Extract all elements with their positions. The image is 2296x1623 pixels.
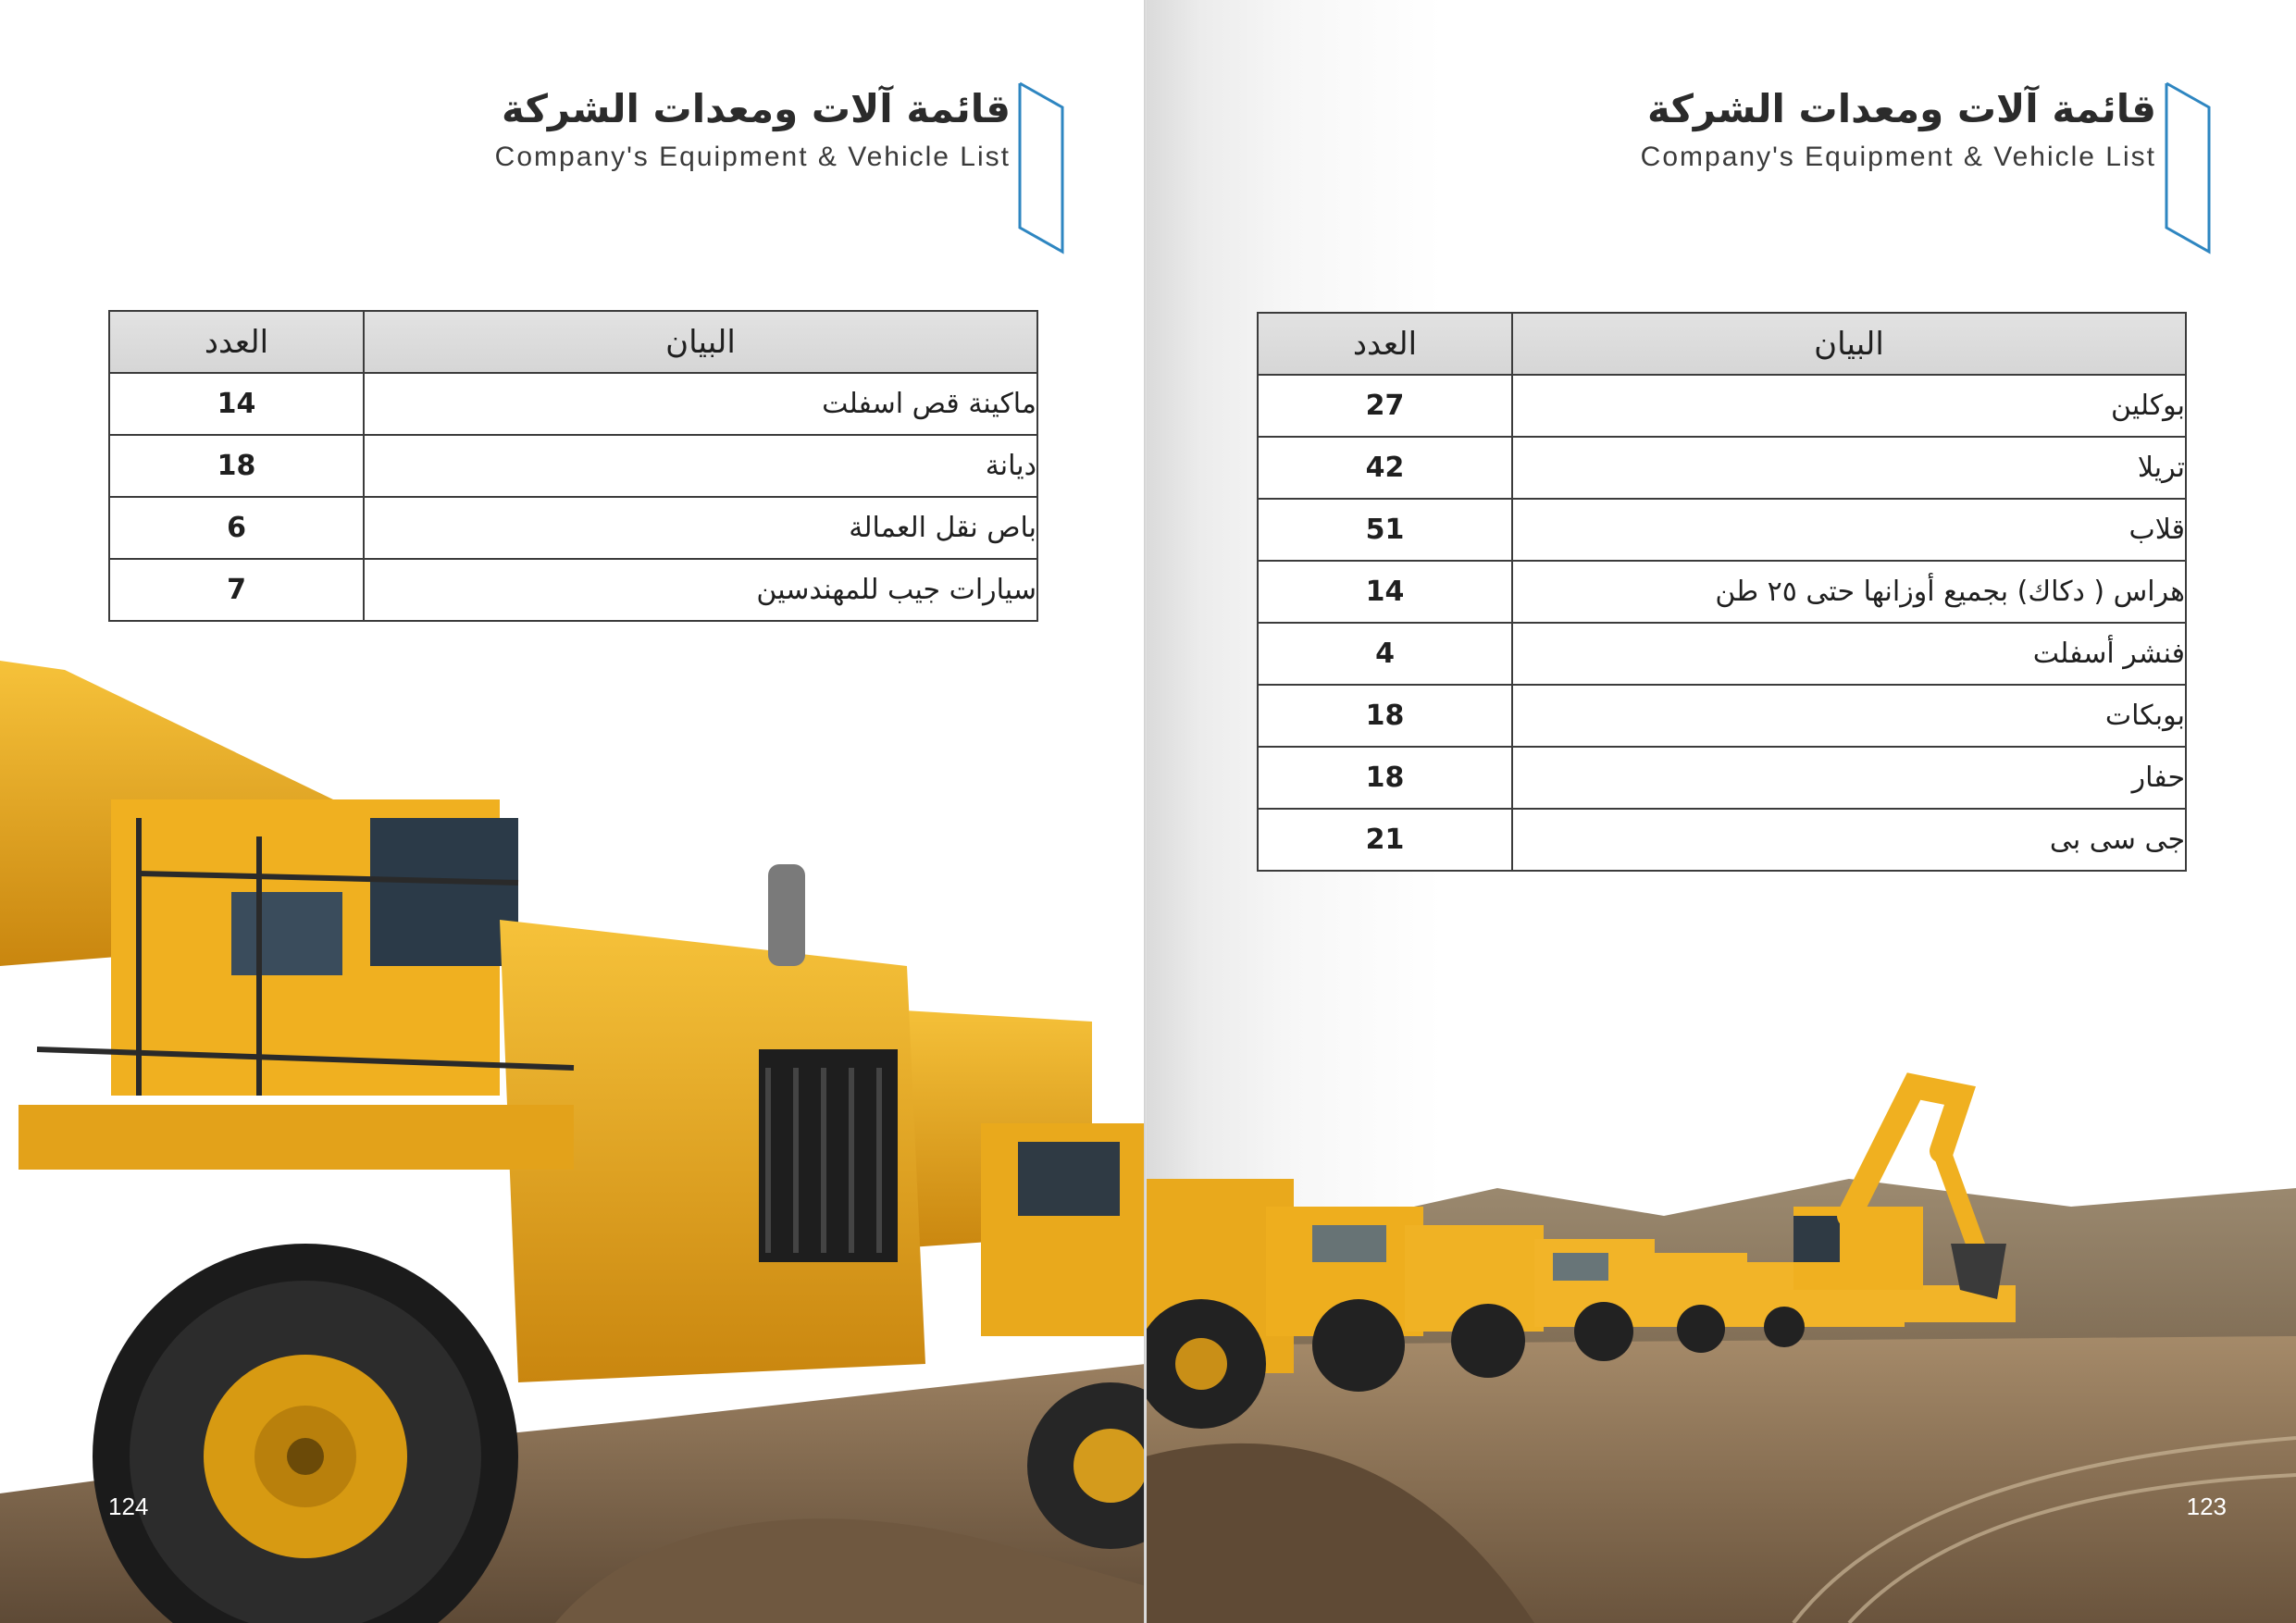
row-count: 27 [1258,375,1512,437]
right-title-en: Company's Equipment & Vehicle List [1640,142,2156,172]
page-number-left: 124 [108,1493,149,1520]
right-equipment-table [1257,312,2187,872]
row-description: فنشر أسفلت [1512,623,2186,685]
table-row [1258,809,2186,871]
table-row [1258,499,2186,561]
table-row [1258,437,2186,499]
row-count: 7 [109,559,364,621]
book-spine [1144,0,1147,1623]
left-page [0,0,1146,1623]
row-description: قلاب [1512,499,2186,561]
row-count: 14 [109,373,364,435]
header-count: العدد [109,311,364,373]
bracket-icon [1011,80,1066,255]
bracket-icon [2157,80,2213,255]
row-description: حفار [1512,747,2186,809]
mining-trucks-photo-right [1146,1068,2296,1623]
row-count: 51 [1258,499,1512,561]
row-count: 21 [1258,809,1512,871]
row-count: 18 [109,435,364,497]
right-title-block [1641,81,2156,176]
row-count: 18 [1258,747,1512,809]
right-title-ar: قائمة آلات ومعدات الشركة [1646,86,2156,131]
row-description: تريلا [1512,437,2186,499]
table-row [1258,685,2186,747]
table-row [1258,375,2186,437]
row-count: 42 [1258,437,1512,499]
row-description: ديانة [364,435,1037,497]
row-count: 6 [109,497,364,559]
row-count: 18 [1258,685,1512,747]
table-header-row [1258,313,2186,375]
mining-trucks-photo-left [0,661,1146,1623]
row-description: ماكينة قص اسفلت [364,373,1037,435]
table-row [109,497,1037,559]
left-title-block [495,81,1011,176]
header-description: البيان [364,311,1037,373]
table-row [1258,623,2186,685]
row-count: 4 [1258,623,1512,685]
page-number-right: 123 [2186,1493,2227,1520]
row-description: باص نقل العمالة [364,497,1037,559]
left-equipment-table [108,310,1038,622]
row-description: بوكلين [1512,375,2186,437]
header-count: العدد [1258,313,1512,375]
table-row [109,373,1037,435]
left-title-en: Company's Equipment & Vehicle List [494,142,1011,172]
table-row [109,435,1037,497]
table-header-row [109,311,1037,373]
row-description: بوبكات [1512,685,2186,747]
table-row [109,559,1037,621]
header-description: البيان [1512,313,2186,375]
row-description: سيارات جيب للمهندسين [364,559,1037,621]
left-title-ar: قائمة آلات ومعدات الشركة [501,86,1011,131]
row-description: هراس ( دكاك) بجميع أوزانها حتى ٢٥ طن [1512,561,2186,623]
row-count: 14 [1258,561,1512,623]
table-row [1258,747,2186,809]
table-row [1258,561,2186,623]
row-description: جى سى بى [1512,809,2186,871]
right-page [1146,0,2296,1623]
